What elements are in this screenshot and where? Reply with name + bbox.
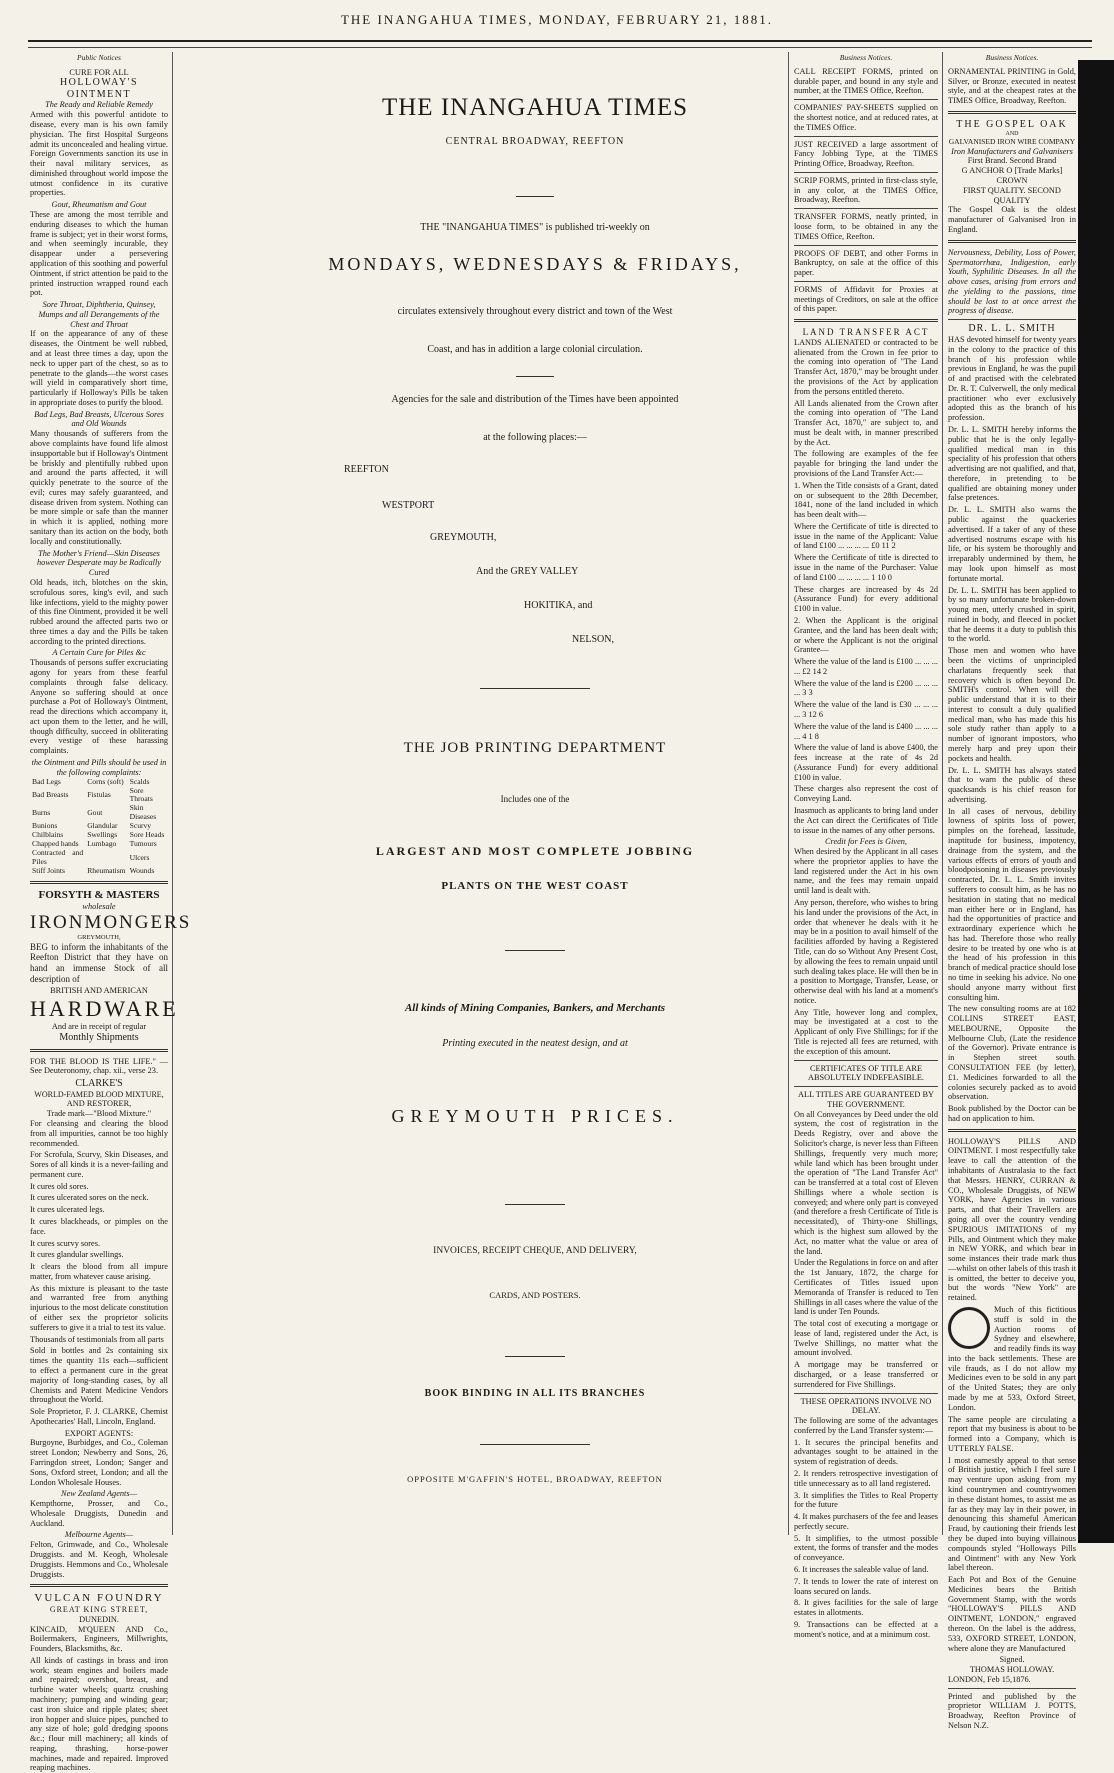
table-cell: Stiff Joints bbox=[32, 866, 65, 876]
table-cell: Lumbago bbox=[87, 839, 117, 849]
agency-place: And the GREY VALLEY bbox=[476, 566, 579, 577]
ad-line: FIRST QUALITY. SECOND QUALITY bbox=[963, 185, 1061, 205]
list-item: 2. When the Applicant is the original Grantee, and the land has been dealt with; or where the Applicant is not the original Grantee— bbox=[794, 615, 938, 655]
table-cell: Chilblains bbox=[32, 830, 64, 840]
list-item: 6. It increases the saleable value of land. bbox=[794, 1565, 929, 1575]
agencies-line: at the following places:— bbox=[483, 432, 587, 443]
table-cell: Skin Diseases bbox=[129, 803, 157, 822]
ad-divider bbox=[30, 881, 168, 884]
notice-paragraph: Inasmuch as applicants to bring land under the Act can direct the Certificates of Title to issue in the names of any other persons. bbox=[794, 806, 938, 835]
agency-place: HOKITIKA, and bbox=[524, 600, 593, 611]
ad-name: HOLLOWAY'S OINTMENT bbox=[59, 76, 139, 100]
agency-place: WESTPORT bbox=[382, 500, 435, 511]
notice-paragraph: Dr. L. L. SMITH has been applied to by so many unfortunate broken-down young men, utterly crushed in spirit, ruined in body, and fleeced in pocket that he deems it a duty to publish this to the world. bbox=[948, 585, 1076, 644]
ornament-rule bbox=[300, 1192, 770, 1210]
ad-line: AND bbox=[1005, 130, 1019, 137]
newspaper-address: CENTRAL BROADWAY, REEFTON bbox=[445, 136, 625, 147]
ad-paragraph: These are among the most terrible and enduring diseases to which the human frame is subject; yet in their worst forms, and when seemingly incurable, they disappear under a persevering application of this soothing and powerful Ointment, if strict attention be paid to the printed instruction wrapped round each pot. bbox=[30, 210, 168, 298]
notice-paragraph: ORNAMENTAL PRINTING in Gold, Silver, or Bronze, executed in neatest style, and at the cheapest rates at the TIMES Office, Broadway, Reefton. bbox=[948, 66, 1076, 106]
table-cell bbox=[85, 849, 127, 867]
notice-paragraph: CALL RECEIPT FORMS, printed on durable paper, and bound in any style and number, at the TIMES Office, Reefton. bbox=[794, 66, 938, 96]
notice-paragraph: I most earnestly appeal to that sense of British justice, which I feel sure I may venture upon asking from my kind countrymen and countrywomen in these distant homes, to assist me as far as they may lay in their power, in denouncing this shameful American Fraud, by cautioning their friends lest they be duped into buying villainous compounds styled "Holloways Pills and Ointment" with any New York label thereon. bbox=[948, 1455, 1076, 1573]
ad-paragraph: Kempthorne, Prosser, and Co., Wholesale Druggists, Dunedin and Auckland. bbox=[30, 1499, 168, 1528]
ornament-rule bbox=[300, 364, 770, 382]
notice-paragraph: The total cost of executing a mortgage or lease of land, registered under the Act, is Twelve Shillings, no matter what the amount involved. bbox=[794, 1319, 938, 1358]
notice-paragraph: Each Pot and Box of the Genuine Medicines bears the British Government Stamp, with the words "HOLLOWAY'S PILLS AND OINTMENT, LONDON," engraved thereon. On the label is the address, 533, OXFORD STREET, LONDON, where alone they are Manufactured bbox=[948, 1575, 1076, 1653]
greymouth-prices-heading: GREYMOUTH PRICES. bbox=[391, 1106, 679, 1126]
table-cell: Bunions bbox=[32, 821, 58, 831]
times-display-advertisement bbox=[300, 54, 770, 1529]
list-item: These charges are increased by 4s 2d (Assurance Fund) for every additional £100 in value. bbox=[794, 584, 938, 614]
list-item: Where the value of the land is £200 ... ... ... ... 3 3 bbox=[794, 678, 938, 698]
ornament-rule bbox=[300, 184, 770, 202]
column-business-notices-2 bbox=[948, 53, 1076, 1731]
ornament-rule bbox=[300, 1432, 770, 1450]
ad-heading: HARDWARE bbox=[30, 996, 179, 1022]
circulation-line: Coast, and has in addition a large colonial circulation. bbox=[427, 344, 643, 355]
notice-subhead: ALL TITLES ARE GUARANTEED BY THE GOVERNMENT. bbox=[798, 1090, 934, 1109]
ad-paragraph: FOR THE BLOOD IS THE LIFE." —See Deuteronomy, chap. xii., verse 23. bbox=[30, 1056, 168, 1076]
ad-subtitle: The Ready and Reliable Remedy bbox=[45, 100, 153, 110]
list-item: 1. It secures the principal benefits and advantages sought to be attained in the system of registration of deeds. bbox=[794, 1437, 938, 1467]
ad-paragraph: As this mixture is pleasant to the taste and warranted free from anything injurious to the most delicate constitution of either sex the proprietor solicits sufferers to give it a trial to test its value. bbox=[30, 1283, 168, 1332]
list-item: Where the Certificate of title is directed to issue in the name of the Applicant: Value of land £100 ... ... ... ... £0 11 2 bbox=[794, 521, 938, 551]
list-item: Where the value of the land is £400 ... ... ... ... 4 1 8 bbox=[794, 721, 938, 741]
trademark-seal-icon bbox=[948, 1307, 990, 1349]
list-item: Where the value of the land is £30 ... ... ... ... 3 12 6 bbox=[794, 700, 938, 719]
signature-name: THOMAS HOLLOWAY. bbox=[969, 1665, 1055, 1675]
table-cell: Fistulas bbox=[87, 790, 111, 799]
job-printing-line: BOOK BINDING IN ALL ITS BRANCHES bbox=[424, 1388, 646, 1399]
list-item: Where the value of the land is £100 ... ... ... ... £2 14 2 bbox=[794, 657, 938, 676]
list-item: It cures old sores. bbox=[30, 1181, 89, 1191]
notice-divider bbox=[794, 319, 938, 322]
ad-subhead: Sore Throat, Diphtheria, Quinsey, Mumps and all Derangements of the Chest and Throat bbox=[38, 300, 160, 329]
list-item: It cures ulcerated legs. bbox=[30, 1205, 105, 1215]
job-printing-line: CARDS, AND POSTERS. bbox=[489, 1290, 581, 1300]
publication-line: THE "INANGAHUA TIMES" is published tri-weekly on bbox=[420, 222, 650, 233]
notice-paragraph: Dr. L. L. SMITH has always stated that to warn the public of these quacksands is his chief reason for advertising. bbox=[948, 765, 1076, 804]
ad-divider bbox=[30, 1584, 168, 1587]
table-row bbox=[30, 787, 168, 805]
ad-name: THE GOSPEL OAK bbox=[956, 118, 1068, 130]
ad-line: GREAT KING STREET, bbox=[49, 1605, 149, 1615]
notice-divider bbox=[794, 245, 938, 246]
ad-title: WORLD-FAMED BLOOD MIXTURE, bbox=[34, 1089, 164, 1099]
notice-divider bbox=[794, 1086, 938, 1087]
table-cell: Bad Legs bbox=[32, 776, 61, 786]
land-fees-list bbox=[794, 522, 938, 804]
notice-paragraph: A mortgage may be transferred or discharged, or a lease transferred or surrendered for Five Shillings. bbox=[794, 1360, 938, 1389]
circulation-line: circulates extensively throughout every district and town of the West bbox=[397, 306, 673, 317]
notice-paragraph: COMPANIES' PAY-SHEETS supplied on the shortest notice, and at reduced rates, at the TIMES Office. bbox=[794, 103, 938, 132]
notice-divider bbox=[948, 1688, 1076, 1689]
ad-line: AND RESTORER, bbox=[66, 1099, 132, 1109]
list-item: 2. It renders retrospective investigation of title unnecessary as to all land registered. bbox=[794, 1469, 938, 1488]
office-address: OPPOSITE M'GAFFIN'S HOTEL, BROADWAY, REEFTON bbox=[407, 1474, 663, 1484]
notice-divider bbox=[948, 1129, 1076, 1132]
signature-line: Signed. bbox=[999, 1655, 1025, 1665]
ad-line: And are in receipt of regular bbox=[51, 1022, 147, 1032]
notice-paragraph: Under the Regulations in force on and after the 1st January, 1872, the charge for Certificates of Titles issued upon Memoranda of Transfer is reduced to Ten Shillings in all cases where the value of the land is under Ten Pounds. bbox=[794, 1258, 938, 1317]
ad-line: BRITISH AND AMERICAN bbox=[50, 986, 148, 996]
notice-divider bbox=[794, 281, 938, 282]
list-item: 9. Transactions can be effected at a moment's notice, and at a minimum cost. bbox=[794, 1619, 938, 1639]
notice-divider bbox=[794, 1393, 938, 1394]
ad-line: DUNEDIN. bbox=[79, 1614, 119, 1624]
job-printing-line: INVOICES, RECEIPT CHEQUE, AND DELIVERY, bbox=[433, 1246, 637, 1256]
ad-paragraph: Old heads, itch, blotches on the skin, scrofulous sores, king's evil, and such like infections, yield to the mighty power of this fine Ointment, provided it be well rubbed around the affected parts two or three times a day and the Pills be taken according to the printed directions. bbox=[30, 577, 168, 646]
column-public-notices bbox=[30, 53, 192, 1773]
ornament-rule bbox=[300, 1344, 770, 1362]
list-item: 4. It makes purchasers of the fee and leases perfectly secure. bbox=[794, 1512, 938, 1531]
ornament-rule bbox=[300, 676, 770, 694]
notice-paragraph: The same people are circulating a report that my business is about to be formed into a Company, which is UTTERLY FALSE. bbox=[948, 1414, 1076, 1453]
advantages-list bbox=[794, 1438, 938, 1640]
notice-divider bbox=[794, 172, 938, 173]
scan-edge-shadow bbox=[1078, 60, 1114, 1543]
ad-subhead: Gout, Rheumatism and Gout bbox=[51, 200, 147, 210]
masthead: THE INANGAHUA TIMES, MONDAY, FEBRUARY 21, 1881. bbox=[340, 12, 774, 27]
ad-paragraph: KINCAID, M'QUEEN AND Co., Boilermakers, Engineers, Millwrights, Founders, Blacksmiths, &c. bbox=[30, 1624, 168, 1654]
table-row bbox=[30, 849, 168, 867]
ornament-rule bbox=[300, 938, 770, 956]
notice-subhead: THESE OPERATIONS INVOLVE NO DELAY. bbox=[800, 1396, 932, 1416]
job-printing-line: All kinds of Mining Companies, Bankers, and Merchants bbox=[404, 1002, 666, 1014]
ad-subhead: EXPORT AGENTS: bbox=[64, 1428, 134, 1438]
agency-place: NELSON, bbox=[572, 634, 614, 645]
table-cell: Tumours bbox=[129, 839, 157, 849]
printer-imprint: Printed and published by the proprietor WILLIAM J. POTTS, Broadway, Reefton Province of Nelson N.Z. bbox=[948, 1691, 1076, 1731]
ad-paragraph: For cleansing and clearing the blood from all impurities, cannot be too highly recommended. bbox=[30, 1118, 168, 1148]
table-cell: Chapped hands bbox=[32, 839, 79, 849]
table-cell: Burns bbox=[32, 807, 51, 817]
ad-line: GALVANISED IRON WIRE COMPANY bbox=[948, 136, 1076, 146]
list-item: It cures blackheads, or pimples on the face. bbox=[30, 1217, 168, 1236]
masthead-rule bbox=[28, 40, 1092, 42]
list-item: It clears the blood from all impure matter, from whatever cause arising. bbox=[30, 1262, 168, 1281]
notice-divider bbox=[794, 136, 938, 137]
agency-place: GREYMOUTH, bbox=[430, 532, 497, 543]
ad-line: First Brand. Second Brand bbox=[967, 156, 1057, 166]
ad-divider bbox=[30, 1049, 168, 1052]
ad-paragraph: All kinds of castings in brass and iron work; steam engines and boilers made and repaired; overshot, breast, and turbine water wheels; quartz crushing machinery; pumping and winding gear; cast iron sluice and ripple plates; sheet iron hopper and sluice pipes, punched to any size of hole; gold dredging spoons &c.; flour mill machinery; all kinds of reaping, thrashing, horse-power machines, made and repaired. Improved reaping machines. bbox=[30, 1655, 168, 1773]
ad-paragraph: Burgoyne, Burbidges, and Co., Coleman street London; Newberry and Sons, 26, Farringdon street, London; Sanger and Sons, Oxford street, London; and all the London Wholesale Houses. bbox=[30, 1438, 168, 1487]
notice-paragraph: When desired by the Applicant in all cases where the proprietor applies to have the land registered under the Act in his own name, and the fees may remain unpaid until land is dealt with. bbox=[794, 847, 938, 896]
column-divider bbox=[788, 52, 789, 1535]
notice-paragraph: Dr. L. L. SMITH hereby informs the public that he is the only legally-qualified medical man in this speciality of his profession that others advertising are not qualified, and that, therefore, in pretending to be qualified are obtaining money under false pretences. bbox=[948, 425, 1076, 503]
ad-paragraph: Felton, Grimwade, and Co., Wholesale Druggists. and M. Keogh, Wholesale Druggists. Hemmons and Co., Wholesale Druggists. bbox=[30, 1540, 168, 1579]
ad-line: Iron Manufacturers and Galvanisers bbox=[951, 146, 1073, 156]
table-row bbox=[30, 804, 168, 822]
job-printing-line: LARGEST AND MOST COMPLETE JOBBING bbox=[375, 844, 695, 858]
land-transfer-heading: LAND TRANSFER ACT bbox=[802, 327, 930, 338]
notice-paragraph: SCRIP FORMS, printed in first-class style, in any color, at the TIMES Office, Broadway, Reefton. bbox=[794, 175, 938, 205]
ad-paragraph: Armed with this powerful antidote to disease, every man is his own family physician. The first Hospital Surgeons admit its unconcealed and healing virtue. Foreign Governments sanction its use in their naval military services, as diminished throughout world impose the utmost confidence in its curative properties. bbox=[30, 110, 168, 198]
notice-paragraph: In all cases of nervous, debility lowness of spirits loss of power, pimples on the forehead, lassitude, inaptitude for business, impotency, drainage from the system, and the various effects of errors of youth and bloodpoisoning in diseases previously contracted, Dr. L. L. Smith invites sufferers to consult him, as he has no hesitation in stating that no medical man either here or in England, has had the opportunities of practice and extraordinary experience which he has had. Therefore those who really desire to be treated by one who is at the head of his profession in this branch of medical practice should lose no time in seeking his advice. No one should anyone marry without first consulting him. bbox=[948, 806, 1076, 1002]
list-item: 7. It tends to lower the rate of interest on loans secured on lands. bbox=[794, 1576, 938, 1596]
notice-divider bbox=[794, 1060, 938, 1061]
ad-paragraph: Sole Proprietor, F. J. CLARKE, Chemist Apothecaries' Hall, Lincoln, England. bbox=[30, 1407, 168, 1426]
list-item: 8. It gives facilities for the sale of large estates in allotments. bbox=[794, 1598, 938, 1618]
table-cell: Rheumatism bbox=[87, 866, 126, 876]
notice-paragraph: The following are some of the advantages conferred by the Land Transfer system:— bbox=[794, 1416, 938, 1435]
ad-subhead: A Certain Cure for Piles &c bbox=[52, 648, 146, 658]
notice-subhead: CERTIFICATES OF TITLE ARE ABSOLUTELY INDEFEASIBLE. bbox=[808, 1063, 924, 1083]
notice-paragraph: Much of this fictitious stuff is sold in the Auction rooms of Sydney and elsewhere, and readily finds its way into the back settlements. These are vile frauds, as I do not allow my Medicines even to be sold in any part of the United States; they are only made by me at 533, Oxford Street, London. bbox=[948, 1304, 1076, 1412]
ad-subhead: New Zealand Agents— bbox=[61, 1489, 137, 1499]
ad-name: CLARKE'S bbox=[75, 1078, 123, 1090]
list-item: It cures ulcerated sores on the neck. bbox=[30, 1193, 149, 1203]
table-cell: Glandular bbox=[87, 821, 118, 831]
agencies-line: Agencies for the sale and distribution of the Times have been appointed bbox=[391, 394, 679, 405]
list-item: 5. It simplifies, to the utmost possible extent, the forms of transfer and the modes of conveyance. bbox=[794, 1533, 938, 1563]
table-cell: Bad Breasts bbox=[32, 790, 69, 799]
column-divider bbox=[172, 52, 173, 1535]
notice-paragraph: All Lands alienated from the Crown after the coming into operation of "The Land Transfer Act, 1870," are subject to, and must be dealt with, in manner prescribed by the Act. bbox=[794, 398, 938, 447]
table-cell: Corns (soft) bbox=[87, 776, 124, 786]
notice-paragraph: The following are examples of the fee payable for bringing the land under the provisions of the Land Transfer Act:— bbox=[794, 449, 938, 479]
column-header: Public Notices bbox=[77, 53, 121, 62]
notice-paragraph: JUST RECEIVED a large assortment of Fancy Jobbing Type, at the TIMES Printing Office, Broadway, Reefton. bbox=[794, 139, 938, 169]
table-row bbox=[30, 778, 168, 787]
ad-paragraph: BEG to inform the inhabitants of the Reefton District that they have on hand an immense Stock of all description of bbox=[30, 941, 168, 984]
notice-paragraph: LANDS ALIENATED or contracted to be alienated from the Crown in fee prior to the coming into operation of "The Land Transfer Act, 1870," may be brought under the provisions of the Act by application from the persons entitled thereto. bbox=[794, 337, 938, 396]
notice-paragraph: FORMS of Affidavit for Proxies at meetings of Creditors, on sale at the office of this paper. bbox=[794, 284, 938, 314]
newspaper-title: THE INANGAHUA TIMES bbox=[381, 94, 689, 121]
ad-line: G ANCHOR O [Trade Marks] CROWN bbox=[961, 166, 1063, 186]
ad-paragraph: If on the appearance of any of these diseases, the Ointment be well rubbed, and at least three times a day, upon the neck to upper part of the chest, so as to penetrate to the glands—the worst cases will yield in comparatively short time, particularly if Holloway's Pills be taken in appropriate doses to purify the blood. bbox=[30, 329, 168, 407]
table-cell: Scalds bbox=[129, 776, 150, 786]
ad-subhead: Melbourne Agents— bbox=[64, 1530, 134, 1540]
notice-divider bbox=[948, 319, 1076, 320]
masthead-rule-thin bbox=[28, 47, 1092, 48]
ad-name: DR. L. L. SMITH bbox=[968, 323, 1056, 335]
notice-paragraph: Nervousness, Debility, Loss of Power, Spermatorrhœa, Indigestion, early Youth, Syphilitic Diseases. In all the above cases, arising from errors and the yielding to the passions, time should be lost to at once arrest the progress of disease. bbox=[948, 247, 1076, 316]
ad-paragraph: Many thousands of sufferers from the above complaints have found life almost insupportable but if Holloway's Ointment be briskly and plentifully rubbed upon and around the parts affected, it will quickly penetrate to the source of the evil; cures may safely guaranteed, and disease driven from system. Nothing can be more simple or safe than the manner in which it is applied, nothing more sanitary than its action on the body, both locally and constitutionally. bbox=[30, 429, 168, 546]
table-cell: Ulcers bbox=[129, 852, 150, 862]
column-business-notices bbox=[794, 53, 938, 1639]
notice-paragraph: Dr. L. L. SMITH also warns the public against the quackeries advertised. If a taker of any of these advertised nostrums escape with his life, or his system be thoroughly and irreparably undermined by them, he may look upon himself as most fortunate mortal. bbox=[948, 505, 1076, 583]
ad-title: CURE FOR ALL bbox=[69, 66, 129, 77]
list-item: 3. It simplifies the Titles to Real Property for the future bbox=[794, 1490, 938, 1510]
table-cell: Contracted and Piles bbox=[32, 848, 84, 867]
job-printing-heading: THE JOB PRINTING DEPARTMENT bbox=[403, 740, 667, 756]
notice-divider bbox=[794, 99, 938, 100]
ad-subtitle: wholesale bbox=[82, 902, 116, 912]
ad-subhead: the Ointment and Pills should be used in the following complaints: bbox=[31, 758, 167, 777]
ad-town: GREYMOUTH, bbox=[77, 934, 121, 942]
notice-subhead: Credit for Fees is Given, bbox=[825, 837, 907, 847]
publication-days: MONDAYS, WEDNESDAYS & FRIDAYS, bbox=[328, 254, 742, 274]
list-item: Where the value of land is above £400, the fees increase at the rate of 4s 2d (Assurance Fund) for every additional £100 in value. bbox=[794, 743, 938, 782]
notice-paragraph: 1. When the Title consists of a Grant, dated on or subsequent to the 28th December, 1841, none of the land included in which has been dealt with— bbox=[794, 480, 938, 520]
job-printing-line: Printing executed in the neatest design, and at bbox=[442, 1038, 628, 1049]
complaints-table bbox=[30, 778, 168, 876]
table-row bbox=[30, 867, 168, 876]
notice-paragraph: HAS devoted himself for twenty years in the colony to the practice of this branch of his profession while previous in England, he was the pupil of and practised with the celebrated Dr. R. T. Culverwell, the only medical practitioner who ever exclusively adopted this as the branch of his profession. bbox=[948, 334, 1076, 423]
notice-paragraph: Any person, therefore, who wishes to bring his land under the provisions of the Act, in order that whenever he deals with it he may be in a position to avail himself of the facilities afforded by having a Registered Title, can do so Without Any Present Cost, by allowing the fees to remain unpaid until such dealing takes place. He will then be in a position to Mortgage, Transfer, Lease, or otherwise deal with his land at a moment's notice. bbox=[794, 898, 938, 1005]
notice-divider bbox=[948, 240, 1076, 243]
notice-paragraph: PROOFS OF DEBT, and other Forms in Bankruptcy, on sale at the office of this paper. bbox=[794, 248, 938, 278]
ad-subhead: The Mother's Friend—Skin Diseases however Desperate may be Radically Cured bbox=[37, 548, 161, 578]
ad-line: Monthly Shipments bbox=[59, 1031, 139, 1043]
signature-date: LONDON, Feb 15,1876. bbox=[948, 1674, 1031, 1684]
column-header: Business Notices. bbox=[985, 53, 1039, 62]
notice-paragraph: The Gospel Oak is the oldest manufacturer of Galvanised Iron in England. bbox=[948, 205, 1076, 234]
notice-divider bbox=[948, 111, 1076, 114]
job-printing-line: Includes one of the bbox=[500, 794, 570, 804]
table-cell: Gout bbox=[87, 807, 103, 817]
job-printing-line: PLANTS ON THE WEST COAST bbox=[441, 880, 629, 892]
cures-list bbox=[30, 1182, 168, 1282]
ad-paragraph: Thousands of persons suffer excruciating agony for years from these fearful complaints through false delicacy. Anyone so suffering should at once purchase a Pot of Holloway's Ointment, read the directions which accompany it, act upon them to the letter, and he will, though difficulty, succeed in obliterating every vestige of these harassing complaints. bbox=[30, 658, 168, 756]
list-item: It cures glandular swellings. bbox=[30, 1250, 124, 1260]
column-divider bbox=[942, 52, 943, 1535]
table-cell: Swellings bbox=[87, 830, 118, 840]
column-header: Business Notices. bbox=[839, 53, 893, 62]
table-cell: Sore Throats bbox=[129, 785, 153, 804]
notice-paragraph: The new consulting rooms are at 182 COLLINS STREET EAST, MELBOURNE, Opposite the Melbourne Club, (Late the residence of the Governor). Private entrance is in Stephen street south. CONSULTATION FEE (by letter), £1. Medicines forwarded to all the colonies securely packed as to avoid observation. bbox=[948, 1004, 1076, 1102]
table-cell: Sore Heads bbox=[129, 830, 165, 840]
list-item: These charges also represent the cost of Conveying Land. bbox=[794, 784, 938, 804]
notice-paragraph: On all Conveyances by Deed under the old system, the cost of registration in the Deeds Registry, over and above the Solicitor's charge, is never less than Fifteen Shillings, frequently very much more; while land which has been brought under the operation of "The Land Transfer Act" can be transferred at a total cost of Eleven Shillings where a whole section is conveyed; and where only part is conveyed (and therefore a fresh Certificate of Title is necessitated), of Thirty-one Shillings, which is the highest sum allowed by the Act, no matter what the value or area of the land. bbox=[794, 1109, 938, 1256]
notice-paragraph: HOLLOWAY'S PILLS AND OINTMENT. I most respectfully take leave to call the attention of the inhabitants of Australasia to the fact that Messrs. HENRY, CURRAN & CO., Wholesale Druggists, of NEW YORK, have Agencies in various parts, and that their Travellers are going all over the country vending SPURIOUS IMITATIONS of my Pills, and Ointment which they make in NEW YORK, and which bear in some instances their trade mark thus—whilst on other labels of this trash it is omitted, the better to deceive you, but the words "New York" are retained. bbox=[948, 1136, 1076, 1303]
ad-name: FORSYTH & MASTERS bbox=[38, 889, 160, 902]
list-item: Where the Certificate of title is directed to issue in the name of the Purchaser: Value of land £100 ... ... ... ... 1 10 0 bbox=[794, 553, 938, 582]
notice-paragraph: TRANSFER FORMS, neatly printed, in loose form, to be obtained in any the TIMES Office, Reefton. bbox=[794, 212, 938, 241]
table-cell: Scurvy bbox=[129, 821, 152, 831]
notice-paragraph: Book published by the Doctor can be had on application to him. bbox=[948, 1104, 1076, 1123]
ad-name: VULCAN FOUNDRY bbox=[34, 1592, 164, 1605]
ad-paragraph: Sold in bottles and 2s containing six times the quantity 11s each—sufficient to effect a permanent cure in the great majority of long-standing cases, by all Chemists and Patent Medicine Vendors throughout the World. bbox=[30, 1346, 168, 1405]
notice-divider bbox=[794, 208, 938, 209]
ad-heading: IRONMONGERS bbox=[30, 911, 192, 933]
table-cell: Wounds bbox=[129, 866, 155, 876]
ad-paragraph: For Scrofula, Scurvy, Skin Diseases, and Sores of all kinds it is a never-failing and permanent cure. bbox=[30, 1150, 168, 1179]
notice-paragraph: Any Title, however long and complex, may be investigated at a cost to the Applicant of only Five Shillings; for if the Title is rejected all fees are returned, with the exception of this amount. bbox=[794, 1007, 938, 1056]
ad-subhead: Bad Legs, Bad Breasts, Ulcerous Sores and Old Wounds bbox=[34, 409, 164, 429]
notice-paragraph: Those men and women who have been the victims of unprincipled charlatans frequently seek that recovery which is often beyond Dr. SMITH's control. When will the public understand that it is to their interest to consult a duly qualified medical man, who has made this his sole study rather than apply to a number of ignorant impostors, who merely harp and prey upon their pockets and health. bbox=[948, 646, 1076, 763]
list-item: It cures scurvy sores. bbox=[30, 1238, 101, 1248]
ad-paragraph: Thousands of testimonials from all parts bbox=[30, 1334, 164, 1344]
agency-place: REEFTON bbox=[344, 464, 389, 475]
ad-line: Trade mark—"Blood Mixture." bbox=[46, 1109, 152, 1119]
